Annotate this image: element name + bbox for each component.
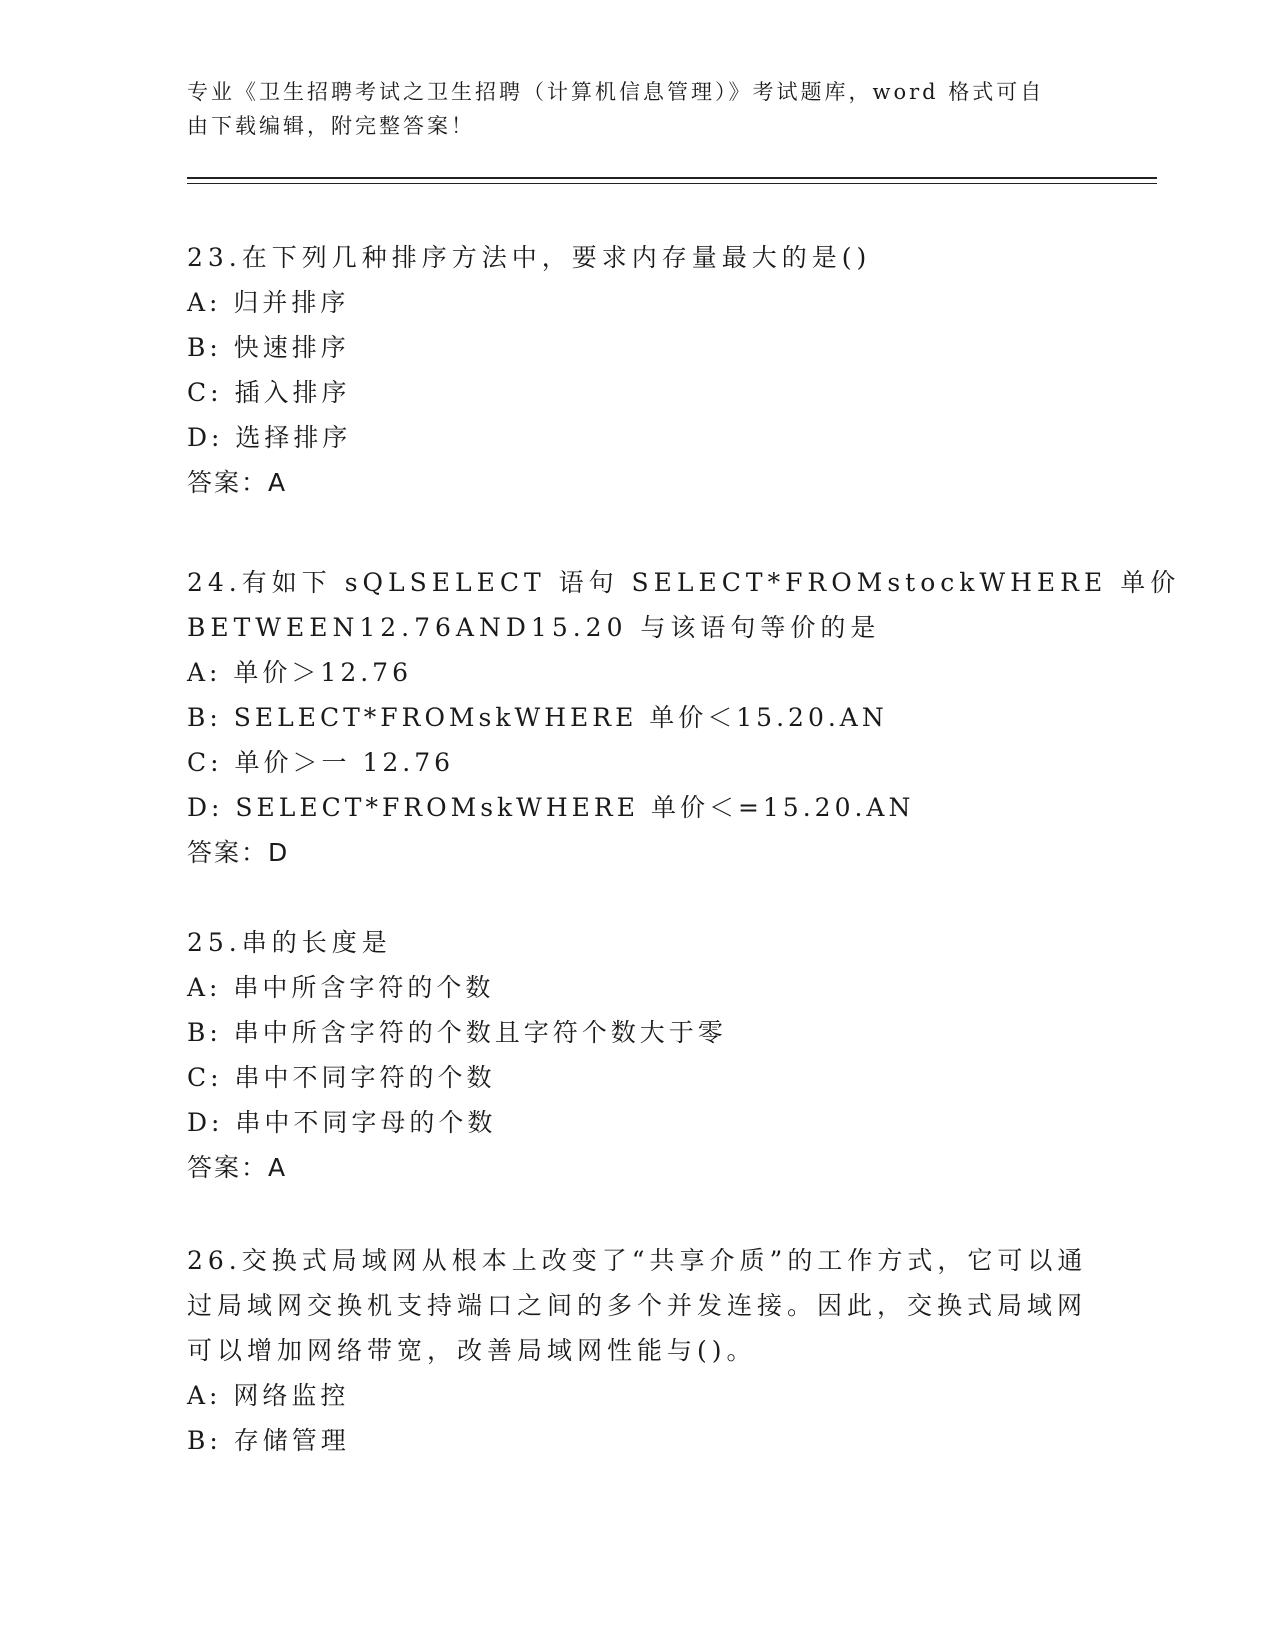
option-b: B: 存储管理 xyxy=(187,1426,350,1455)
option-c: C: 单价＞一 12.76 xyxy=(187,748,455,777)
question-23 xyxy=(187,235,1087,505)
option-c: C: 插入排序 xyxy=(187,378,351,407)
question-stem: 25.串的长度是 xyxy=(187,928,392,957)
header-divider-thin xyxy=(187,183,1157,184)
question-stem: 26.交换式局域网从根本上改变了“共享介质”的工作方式，它可以通 xyxy=(187,1246,1088,1275)
option-b: B: 快速排序 xyxy=(187,333,350,362)
document-header-line-1: 专业《卫生招聘考试之卫生招聘（计算机信息管理）》考试题库，word 格式可自 xyxy=(187,80,1045,104)
question-stem: 24.有如下 sQLSELECT 语句 SELECT*FROMstockWHERE 单价 xyxy=(187,568,1181,597)
option-a: A: 归并排序 xyxy=(187,288,350,317)
option-b: B: 串中所含字符的个数且字符个数大于零 xyxy=(187,1018,727,1047)
option-a: A: 网络监控 xyxy=(187,1381,350,1410)
question-stem-continued: BETWEEN12.76AND15.20 与该语句等价的是 xyxy=(187,613,881,642)
question-24 xyxy=(187,560,1181,875)
question-25 xyxy=(187,920,1087,1190)
option-b: B: SELECT*FROMskWHERE 单价＜15.20.AN xyxy=(187,703,888,732)
answer-label: 答案：D xyxy=(187,838,290,867)
option-a: A: 串中所含字符的个数 xyxy=(187,973,495,1002)
question-stem-continued: 过局域网交换机支持端口之间的多个并发连接。因此，交换式局域网 xyxy=(187,1291,1088,1320)
answer-label: 答案：A xyxy=(187,468,288,497)
option-d: D: 串中不同字母的个数 xyxy=(187,1108,497,1137)
document-header-line-2: 由下载编辑，附完整答案！ xyxy=(187,114,475,138)
option-d: D: 选择排序 xyxy=(187,423,352,452)
header-divider-thick xyxy=(187,177,1157,179)
option-a: A: 单价＞12.76 xyxy=(187,658,412,687)
answer-label: 答案：A xyxy=(187,1153,288,1182)
question-stem-continued: 可以增加网络带宽，改善局域网性能与()。 xyxy=(187,1336,757,1365)
question-26 xyxy=(187,1238,1087,1463)
option-d: D: SELECT*FROMskWHERE 单价＜=15.20.AN xyxy=(187,793,915,822)
question-stem: 23.在下列几种排序方法中，要求内存量最大的是() xyxy=(187,243,872,272)
option-c: C: 串中不同字符的个数 xyxy=(187,1063,496,1092)
